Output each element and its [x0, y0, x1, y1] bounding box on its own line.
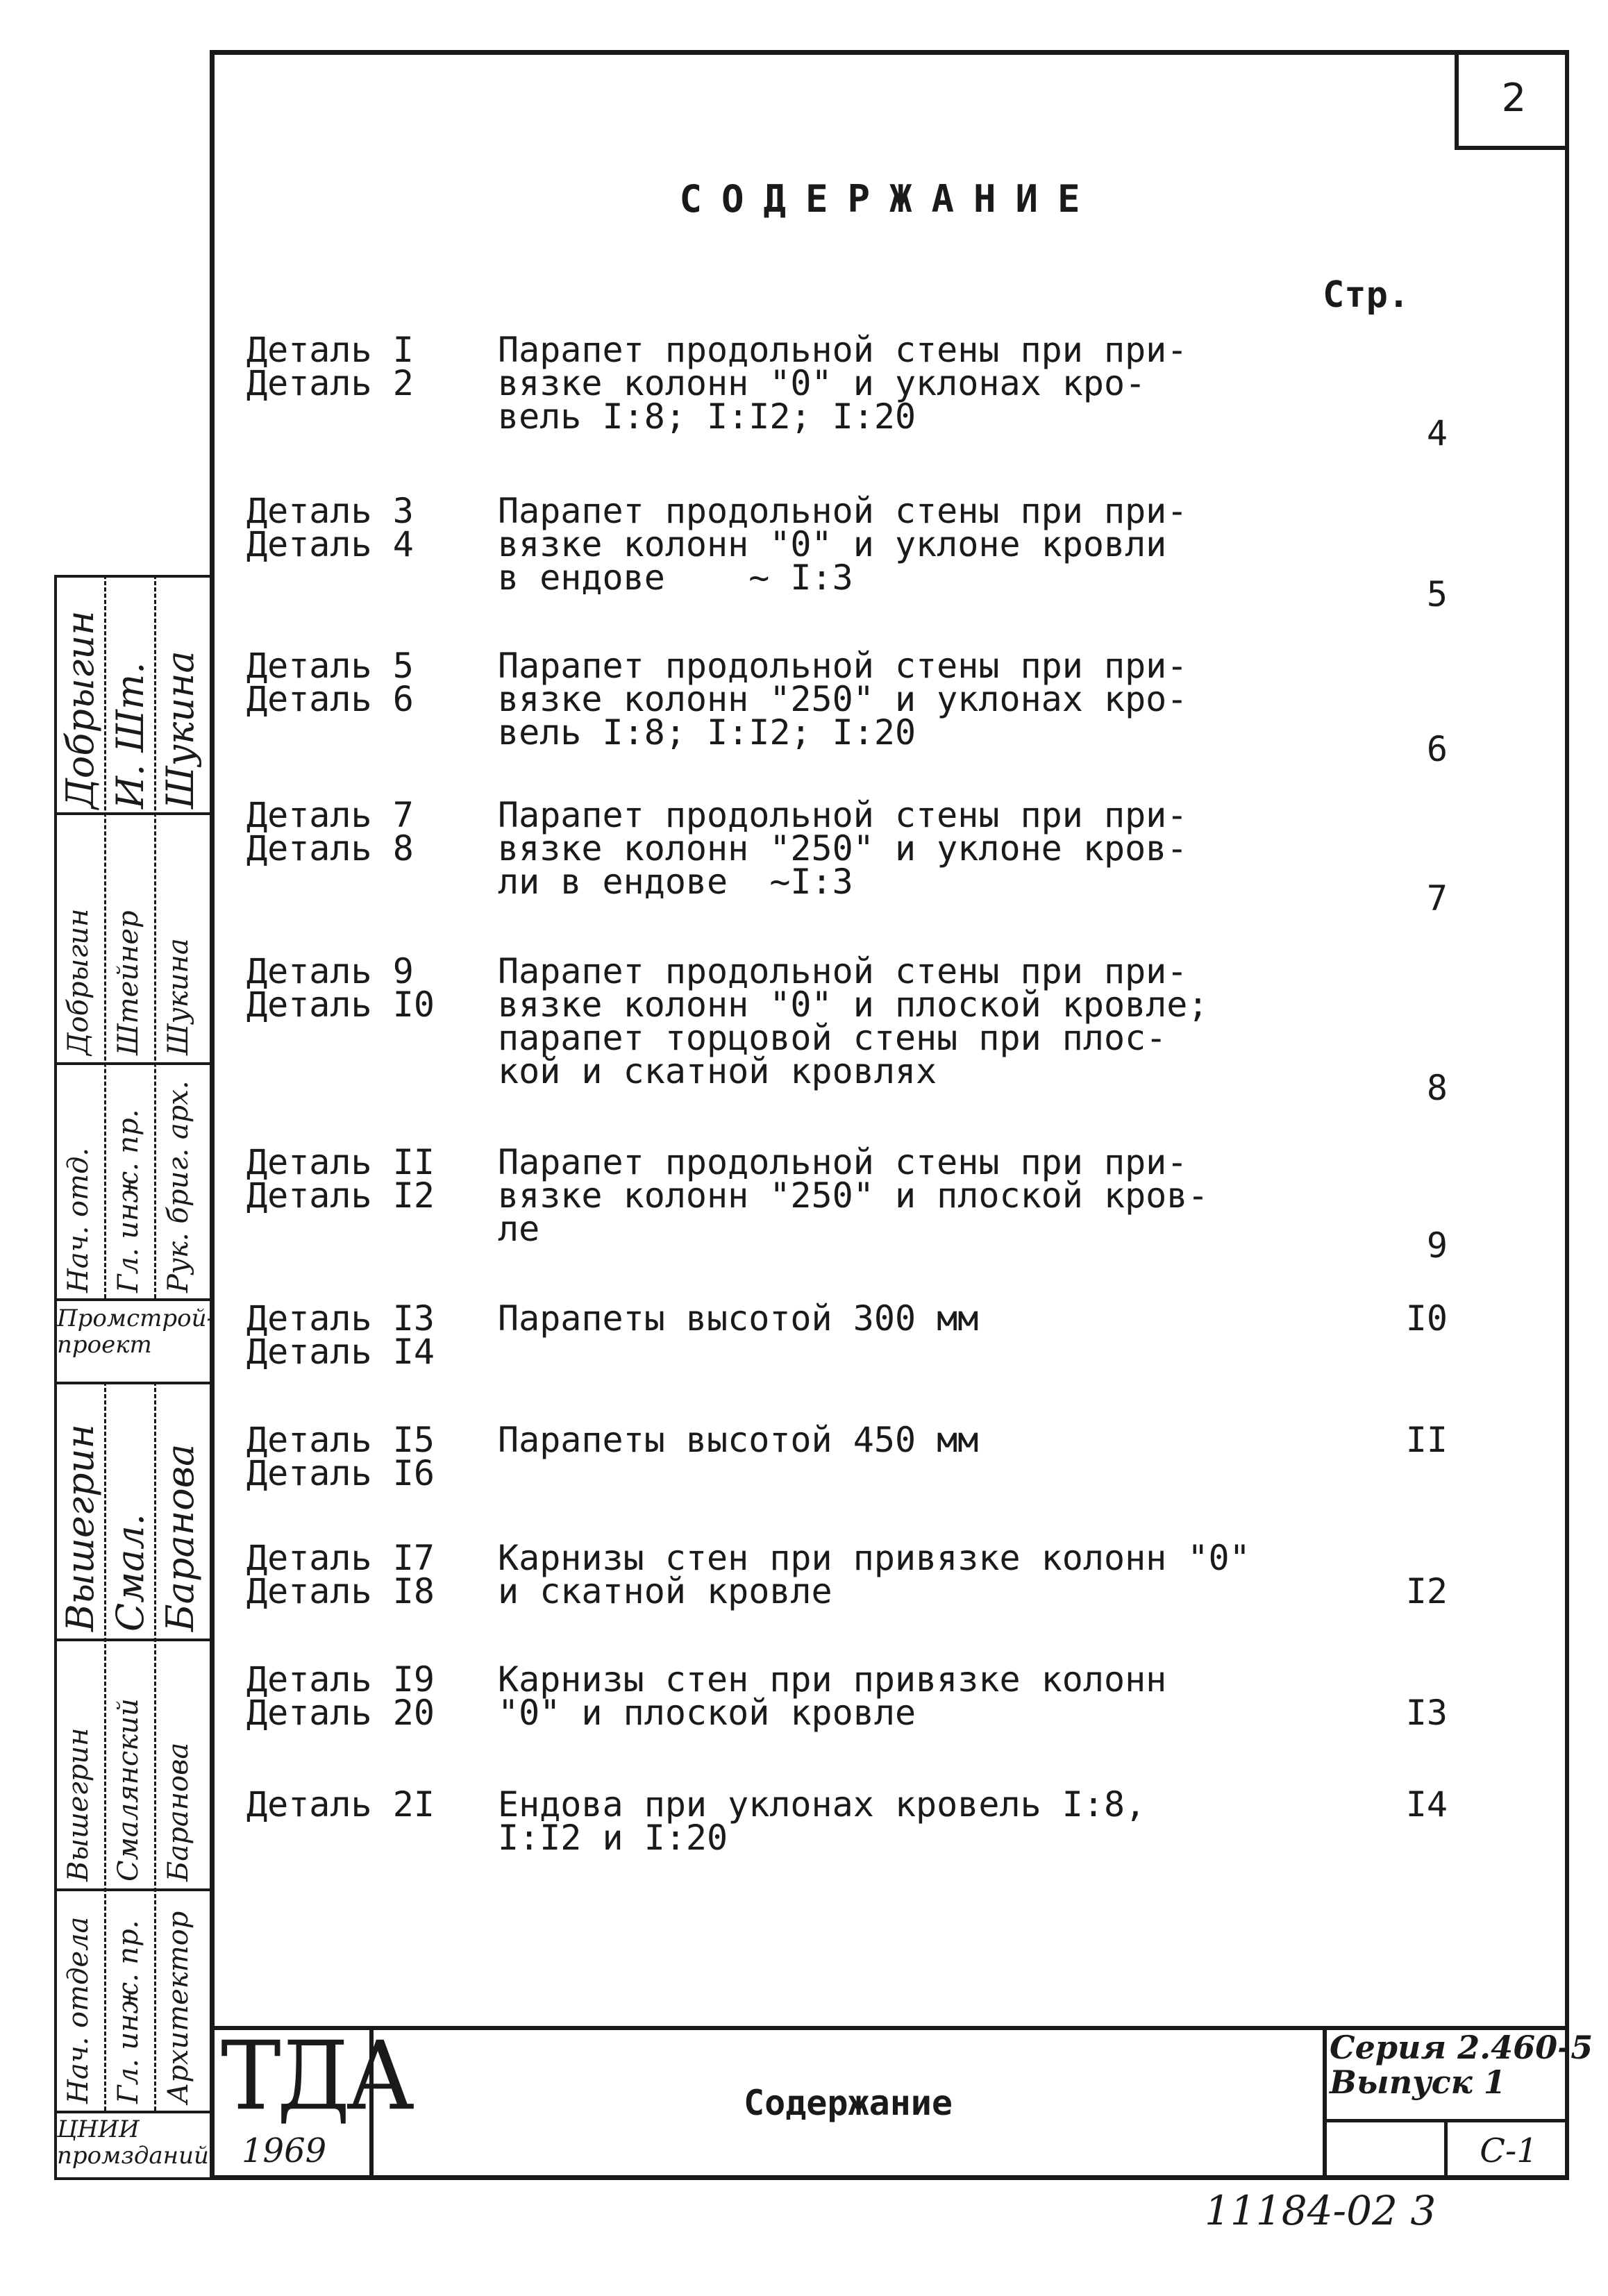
detail-label: Деталь 8: [246, 828, 414, 869]
detail-labels: [246, 951, 435, 1025]
detail-description: [498, 1298, 979, 1339]
detail-label: Деталь I: [246, 330, 414, 370]
stamp-name: Штейнер: [112, 910, 144, 1055]
stamp-name: Смалянский: [112, 1698, 144, 1882]
description-line: вязке колонн "0" и уклонах кро-: [498, 363, 1146, 403]
description-line: ли в ендове ~I:3: [498, 862, 853, 902]
title-block-divider: [1323, 2119, 1569, 2122]
stamp-divider: [54, 1062, 210, 1065]
issue-label: Выпуск 1: [1330, 2063, 1506, 2101]
description-line: и скатной кровле: [498, 1571, 832, 1611]
page-ref: 4: [1426, 413, 1448, 453]
description-line: вязке колонн "0" и уклоне кровли: [498, 524, 1167, 564]
detail-label: Деталь 2I: [246, 1784, 435, 1825]
stamp-title: Гл. инж. пр.: [112, 1109, 144, 1293]
detail-label: Деталь 4: [246, 524, 414, 564]
detail-label: Деталь I5: [246, 1420, 435, 1460]
description-line: Парапет продольной стены при при-: [498, 795, 1188, 835]
detail-description: [498, 491, 1188, 598]
detail-labels: [246, 1298, 435, 1372]
title-block-divider: [1444, 2119, 1448, 2180]
description-line: Парапет продольной стены при при-: [498, 646, 1188, 686]
stamp-name: Вышегрин: [62, 1727, 94, 1882]
detail-label: Деталь I9: [246, 1659, 435, 1700]
stamp-divider: [54, 812, 210, 815]
description-line: парапет торцовой стены при плос-: [498, 1018, 1167, 1058]
detail-labels: [246, 491, 414, 564]
detail-label: Деталь I2: [246, 1175, 435, 1216]
detail-description: [498, 330, 1188, 437]
description-line: кой и скатной кровлях: [498, 1051, 937, 1091]
description-line: Карнизы стен при привязке колонн: [498, 1659, 1167, 1700]
page-ref: I3: [1405, 1693, 1448, 1733]
series-label: Серия 2.460-5: [1330, 2029, 1593, 2066]
description-line: Парапет продольной стены при при-: [498, 1142, 1188, 1182]
stamp-divider: [54, 1888, 210, 1891]
page-ref: I4: [1405, 1784, 1448, 1825]
detail-label: Деталь I6: [246, 1453, 435, 1493]
detail-description: [498, 646, 1188, 753]
description-line: Парапет продольной стены при при-: [498, 491, 1188, 531]
description-line: "0" и плоской кровле: [498, 1693, 916, 1733]
description-line: Парапеты высотой 300 мм: [498, 1298, 979, 1339]
archive-number: 11184-02 3: [1205, 2187, 1437, 2234]
signature: Добрыгин: [58, 610, 102, 809]
stamp-column-line: [104, 1382, 106, 2111]
detail-description: [498, 1420, 979, 1460]
sheet-name: Содержание: [743, 2083, 953, 2123]
page-ref: 6: [1426, 729, 1448, 769]
stamp-title: Нач. отд.: [62, 1147, 94, 1293]
description-line: Парапет продольной стены при при-: [498, 951, 1188, 991]
detail-label: Деталь I8: [246, 1571, 435, 1611]
signature: Вышегрин: [58, 1424, 102, 1632]
description-line: вязке колонн "0" и плоской кровле;: [498, 984, 1209, 1025]
page-ref: 7: [1426, 878, 1448, 919]
detail-label: Деталь I0: [246, 984, 435, 1025]
signature: Шукина: [158, 651, 202, 809]
page-ref: I0: [1405, 1298, 1448, 1339]
description-line: в ендове ~ I:3: [498, 558, 853, 598]
organization-bottom: ЦНИИ промзданий: [57, 2115, 209, 2170]
detail-description: [498, 1142, 1209, 1249]
detail-description: [498, 1784, 1146, 1858]
title-block-divider: [1323, 2026, 1327, 2180]
page-title: СОДЕРЖАНИЕ: [679, 177, 1100, 221]
description-line: Парапеты высотой 450 мм: [498, 1420, 979, 1460]
detail-labels: [246, 1420, 435, 1493]
description-line: вязке колонн "250" и уклонах кро-: [498, 679, 1188, 719]
description-line: Парапет продольной стены при при-: [498, 330, 1188, 370]
page-ref: 5: [1426, 574, 1448, 614]
stamp-title: Рук. бриг. арх.: [162, 1080, 194, 1293]
signature: Смал.: [108, 1514, 152, 1632]
detail-labels: [246, 1538, 435, 1611]
stamp-column-line: [154, 1382, 156, 2111]
signature: Баранова: [158, 1443, 202, 1632]
description-line: вязке колонн "250" и уклоне кров-: [498, 828, 1188, 869]
detail-labels: [246, 646, 414, 719]
page-number: 2: [1455, 50, 1569, 150]
detail-label: Деталь 9: [246, 951, 414, 991]
detail-label: Деталь I3: [246, 1298, 435, 1339]
organization-top: Промстрой-проект: [57, 1305, 215, 1359]
description-line: вель I:8; I:I2; I:20: [498, 396, 916, 437]
detail-labels: [246, 1784, 435, 1825]
page-column-label: Стр.: [1323, 274, 1410, 316]
detail-label: Деталь 5: [246, 646, 414, 686]
page-ref: 8: [1426, 1068, 1448, 1108]
description-line: ле: [498, 1209, 540, 1249]
organization-logo: ТДА: [221, 2020, 410, 2131]
detail-label: Деталь I7: [246, 1538, 435, 1578]
detail-label: Деталь I4: [246, 1332, 435, 1372]
detail-label: Деталь 20: [246, 1693, 435, 1733]
detail-description: [498, 1538, 1250, 1611]
stamp-divider: [54, 2111, 210, 2113]
stamp-title: Нач. отдела: [62, 1916, 94, 2104]
description-line: вязке колонн "250" и плоской кров-: [498, 1175, 1209, 1216]
description-line: вель I:8; I:I2; I:20: [498, 712, 916, 753]
detail-labels: [246, 330, 414, 403]
stamp-divider: [54, 1298, 210, 1301]
stamp-title: Гл. инж. пр.: [112, 1920, 144, 2104]
detail-description: [498, 795, 1188, 902]
signature: И. Шт.: [108, 662, 152, 809]
year-label: 1969: [242, 2131, 327, 2170]
page-ref: II: [1405, 1420, 1448, 1460]
description-line: I:I2 и I:20: [498, 1818, 728, 1858]
detail-labels: [246, 1142, 435, 1216]
stamp-column-line: [104, 575, 106, 1298]
description-line: Карнизы стен при привязке колонн "0": [498, 1538, 1250, 1578]
sheet-code: С-1: [1480, 2131, 1538, 2170]
stamp-divider: [54, 1382, 210, 1384]
stamp-title: Архитектор: [162, 1911, 194, 2104]
stamp-name: Баранова: [162, 1742, 194, 1882]
page-ref: 9: [1426, 1225, 1448, 1266]
stamp-divider: [54, 1639, 210, 1641]
detail-label: Деталь II: [246, 1142, 435, 1182]
detail-labels: [246, 795, 414, 869]
stamp-column-line: [154, 575, 156, 1298]
detail-label: Деталь 7: [246, 795, 414, 835]
detail-label: Деталь 2: [246, 363, 414, 403]
detail-description: [498, 951, 1209, 1091]
stamp-name: Добрыгин: [62, 908, 94, 1055]
detail-labels: [246, 1659, 435, 1733]
detail-description: [498, 1659, 1167, 1733]
page-ref: I2: [1405, 1571, 1448, 1611]
detail-label: Деталь 3: [246, 491, 414, 531]
description-line: Ендова при уклонах кровель I:8,: [498, 1784, 1146, 1825]
detail-label: Деталь 6: [246, 679, 414, 719]
stamp-name: Шукина: [162, 938, 194, 1055]
